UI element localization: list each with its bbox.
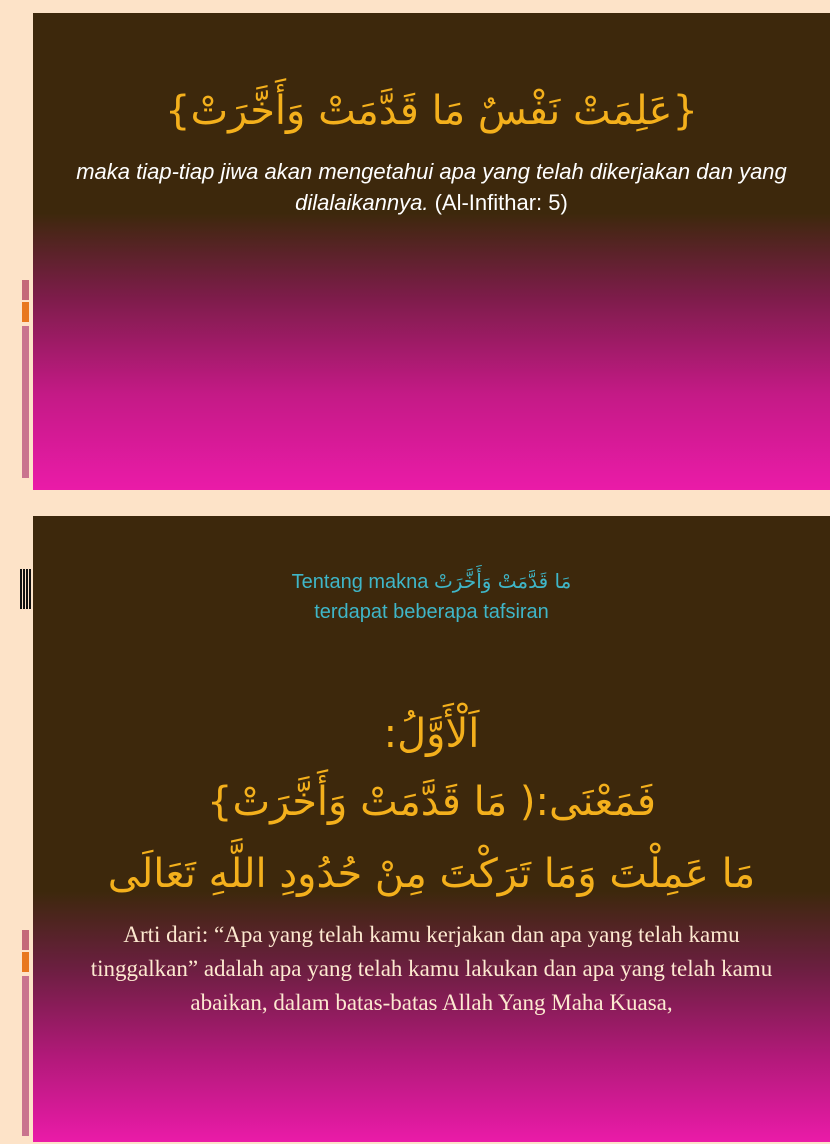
intro-line-2: terdapat beberapa tafsiran: [314, 601, 549, 623]
intro-arabic-phrase: مَا قَدَّمَتْ وَأَخَّرَتْ: [433, 569, 572, 593]
slide2-deco-bar-bottom: [22, 976, 29, 1136]
intro-text: [33, 566, 830, 627]
ayah-arabic-text: {عَلِمَتْ نَفْسٌ مَا قَدَّمَتْ وَأَخَّرَتْ}: [165, 88, 698, 134]
arti-translation: Arti dari: “Apa yang telah kamu kerjakan dan apa yang telah kamu tinggalkan” adalah apa yang telah kamu lakukan dan apa yang telah kamu abaikan, dalam batas-batas Allah Yang Maha Kuasa,: [90, 922, 773, 1015]
slide2-ornament: [20, 569, 32, 609]
slide1-deco-bar-top: [22, 280, 29, 300]
surah-reference: (Al-Infithar: 5): [434, 190, 568, 215]
translation-text: maka tiap-tiap jiwa akan mengetahui apa yang telah dikerjakan dan yang dilalaikannya.: [76, 159, 787, 215]
slide-2: [33, 516, 830, 1142]
intro-prefix: Tentang makna: [291, 571, 429, 593]
tafsir-explanation-arabic: مَا عَمِلْتَ وَمَا تَرَكْتَ مِنْ حُدُودِ اللَّهِ تَعَالَى: [107, 851, 756, 897]
tafsir-heading-arabic: اَلْأَوَّلُ:: [383, 711, 480, 757]
tafsir-meaning-arabic: فَمَعْنَى:( مَا قَدَّمَتْ وَأَخَّرَتْ}: [207, 779, 656, 825]
slide-1: [33, 13, 830, 490]
slide2-deco-bar-top: [22, 930, 29, 950]
slide1-deco-bar-accent: [22, 302, 29, 322]
slide2-deco-bar-accent: [22, 952, 29, 972]
intro-line-1: [33, 566, 830, 597]
ayah-translation: [73, 156, 790, 218]
slide1-deco-bar-bottom: [22, 326, 29, 478]
